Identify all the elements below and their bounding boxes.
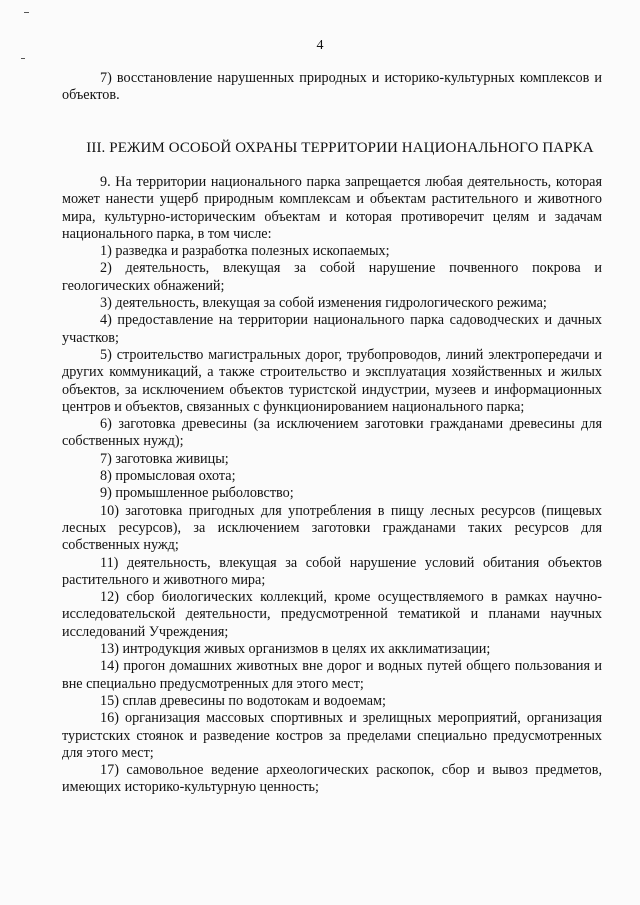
scan-mark [21,58,25,59]
list-item: 1) разведка и разработка полезных ископаемых; [100,243,390,260]
main-section [62,174,602,797]
list-item: 5) строительство магистральных дорог, трубопроводов, линий электропередачи и других коммуникаций, а также строительство и эксплуатация хозяйственных и жилых объектов, за исключением объектов туристской индустрии, музеев и информационных центров и объектов, связанных с функционированием национального парка; [62,346,602,415]
list-item: 16) организация массовых спортивных и зрелищных мероприятий, организация туристских стоянок и разведение костров за пределами специально предусмотренных для этого мест; [62,710,602,761]
list-item: 9) промышленное рыболовство; [100,485,294,502]
list-item: 13) интродукция живых организмов в целях их акклиматизации; [100,641,491,658]
list-item: 8) промысловая охота; [100,468,236,485]
list-item: 10) заготовка пригодных для употребления в пищу лесных ресурсов (пищевых лесных ресурсов), за исключением заготовки гражданами таких ресурсов для собственных нужд; [62,502,602,554]
list-item: 6) заготовка древесины (за исключением заготовки гражданами древесины для собственных нужд); [62,416,602,450]
scan-mark [24,12,29,13]
list-item: 4) предоставление на территории национального парка садоводческих и дачных участков; [62,312,602,346]
intro-paragraph: 9. На территории национального парка запрещается любая деятельность, которая может нанести ущерб природным комплексам и объектам растительного и животного мира, культурно-историческим объектам и которая противоречит целям и задачам национального парка, в том числе: [62,174,602,242]
list-item: 17) самовольное ведение археологических раскопок, сбор и вывоз предметов, имеющих историко-культурную ценность; [62,762,602,796]
list-item: 11) деятельность, влекущая за собой нарушение условий обитания объектов растительного и животного мира; [62,554,602,588]
list-item: 3) деятельность, влекущая за собой изменения гидрологического режима; [100,295,547,312]
list-item: 7) восстановление нарушенных природных и историко-культурных комплексов и объектов. [62,70,602,104]
list-item: 12) сбор биологических коллекций, кроме осуществляемого в рамках научно-исследовательской деятельности, предусмотренной тематикой и планами научных исследований Учреждения; [62,589,602,640]
section-heading: III. РЕЖИМ ОСОБОЙ ОХРАНЫ ТЕРРИТОРИИ НАЦИОНАЛЬНОГО ПАРКА [86,140,594,156]
list-item: 15) сплав древесины по водотокам и водоемам; [100,692,386,709]
intro-section [62,70,602,105]
page-number: 4 [316,38,324,53]
list-item: 2) деятельность, влекущая за собой нарушение почвенного покрова и геологических обнажений; [62,260,602,294]
list-item: 7) заготовка живицы; [100,450,229,467]
list-item: 14) прогон домашних животных вне дорог и водных путей общего пользования и вне специально предусмотренных для этого мест; [62,658,602,692]
